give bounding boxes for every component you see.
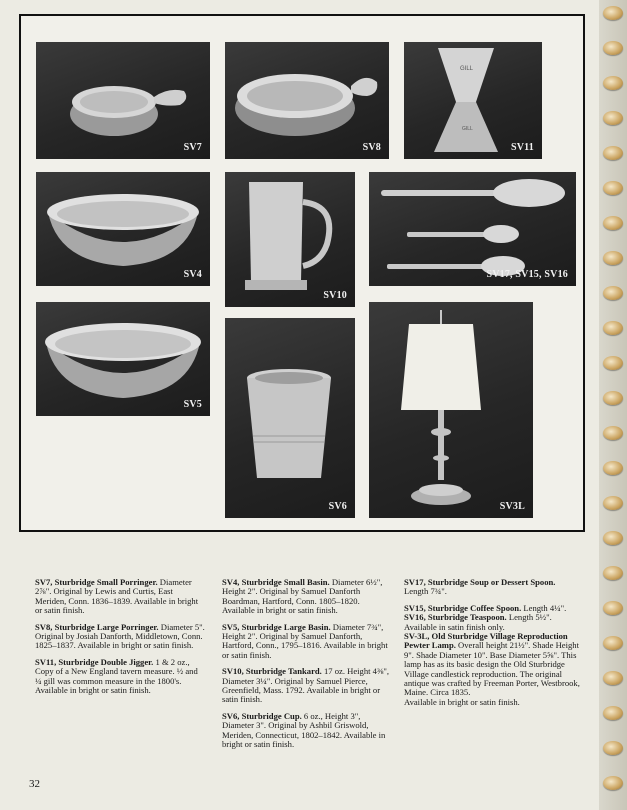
label-sv8: SV8 [362, 142, 381, 153]
desc-sv11 [35, 658, 205, 696]
desc-title: SV5, Sturbridge Large Basin. [222, 621, 331, 632]
desc-body: 6 oz., Height 3", Diameter 3". Original by Ashbil Griswold, Meriden, Connecticut, 1802–1842. Available in bright or satin finish. [222, 710, 386, 750]
desc-note: Available in satin finish only. [404, 621, 505, 632]
desc-title: SV4, Sturbridge Small Basin. [222, 577, 330, 587]
desc-title: SV17, Sturbridge Soup or Dessert Spoon. [404, 577, 556, 587]
page-number: 32 [29, 778, 40, 790]
binding-ring [603, 566, 623, 580]
label-sv11: SV11 [510, 142, 534, 153]
desc-title: SV16, Sturbridge Teaspoon. [404, 612, 507, 623]
binding-ring [603, 601, 623, 615]
desc-sv7 [35, 578, 205, 616]
binding-ring [603, 706, 623, 720]
label-sv7: SV7 [183, 142, 202, 153]
binding-ring [603, 41, 623, 55]
desc-sv6 [222, 712, 392, 750]
desc-note: Available in bright or satin finish. [404, 696, 520, 707]
desc-body: Length 5½". [508, 612, 552, 623]
label-sv5: SV5 [183, 399, 202, 410]
label-sv4: SV4 [183, 269, 202, 280]
desc-title: SV7, Sturbridge Small Porringer. [35, 577, 158, 587]
desc-body: Diameter 5". Original by Josiah Danforth, Middletown, Conn. 1825–1837. Available in bright or satin finish. [35, 621, 205, 651]
photo-sv8-large-porringer [225, 42, 389, 159]
photo-sv5-large-basin [36, 302, 210, 416]
binding-ring [603, 111, 623, 125]
photo-sv7-small-porringer [36, 42, 210, 159]
photo-sv11-double-jigger [404, 42, 542, 159]
label-sv6: SV6 [328, 501, 347, 512]
binding-ring [603, 496, 623, 510]
binding-ring [603, 181, 623, 195]
binding-ring [603, 286, 623, 300]
photo-grid-frame [19, 14, 585, 532]
jigger-engraving-bottom: GILL [462, 126, 473, 132]
jigger-engraving-top: GILL [460, 66, 474, 72]
desc-sv10 [222, 667, 392, 705]
desc-sv4 [222, 578, 392, 616]
desc-title: SV11, Sturbridge Double Jigger. [35, 656, 154, 667]
desc-sv15-sv16 [404, 604, 580, 632]
desc-body: Diameter 2⅞". Original by Lewis and Curtis, East Meriden, Conn. 1836–1839. Available in bright or satin finish. [35, 577, 199, 616]
desc-body: Length 7¾". [404, 586, 447, 597]
binding-ring [603, 356, 623, 370]
desc-body: 17 oz. Height 4⅜", Diameter 3¼". Original by Samuel Pierce, Greenfield, Mass. 1792. Available in bright or satin finish. [222, 666, 390, 705]
desc-sv8 [35, 623, 205, 651]
desc-sv5 [222, 623, 392, 661]
description-column-2 [222, 578, 392, 757]
desc-title: SV8, Sturbridge Large Porringer. [35, 621, 159, 632]
binding-ring [603, 461, 623, 475]
binding-ring [603, 426, 623, 440]
binding-ring [603, 531, 623, 545]
binding-ring [603, 321, 623, 335]
desc-title: SV10, Sturbridge Tankard. [222, 666, 322, 677]
binding-ring [603, 216, 623, 230]
label-sv17-sv15-sv16: SV17, SV15, SV16 [486, 269, 568, 280]
description-column-1 [35, 578, 205, 702]
desc-body: 1 & 2 oz., Copy of a New England tavern measure. ½ and ¼ gill was common measure in the 1800's. Available in bright or satin finish. [35, 656, 198, 696]
desc-title: SV-3L, Old Sturbridge Village Reproduction Pewter Lamp. [404, 631, 568, 651]
binding-ring [603, 636, 623, 650]
photo-sv10-tankard [225, 172, 355, 307]
photo-sv17-sv15-sv16-spoons [369, 172, 576, 286]
desc-sv17 [404, 578, 580, 597]
cup-illustration [225, 318, 355, 518]
desc-title: SV15, Sturbridge Coffee Spoon. [404, 602, 522, 613]
binding-ring [603, 6, 623, 20]
desc-sv3l [404, 632, 580, 698]
tankard-illustration [225, 172, 355, 307]
binding-ring [603, 76, 623, 90]
binding-ring [603, 146, 623, 160]
desc-body: Diameter 7¾", Height 2". Original by Samuel Danforth, Hartford, Conn., 1795–1816. Available in bright or satin finish. [222, 621, 388, 660]
label-sv3l: SV3L [499, 501, 525, 512]
photo-sv6-cup [225, 318, 355, 518]
binding-ring [603, 776, 623, 790]
spiral-binding [599, 0, 627, 810]
desc-body: Length 4¼". [523, 602, 567, 613]
description-column-3 [404, 578, 580, 714]
desc-body: Diameter 6½", Height 2". Original by Samuel Danforth Boardman, Hartford, Conn. 1805–1820. Available in bright or satin finish. [222, 577, 383, 616]
pewter-lamp-illustration [369, 302, 533, 518]
label-sv10: SV10 [323, 290, 347, 301]
binding-ring [603, 391, 623, 405]
desc-sv3l-note [404, 698, 580, 707]
photo-sv3l-lamp [369, 302, 533, 518]
photo-sv4-small-basin [36, 172, 210, 286]
desc-body: Overall height 21½". Shade Height 9". Shade Diameter 10". Base Diameter 5⅝". This lamp has as its basic design the Old Sturbridge Village candlestick reproduction. The original antique was crafted by Freeman Porter, Westbrook, Maine. Circa 1835. [404, 640, 580, 698]
binding-ring [603, 741, 623, 755]
binding-ring [603, 251, 623, 265]
binding-ring [603, 671, 623, 685]
desc-title: SV6, Sturbridge Cup. [222, 710, 302, 721]
